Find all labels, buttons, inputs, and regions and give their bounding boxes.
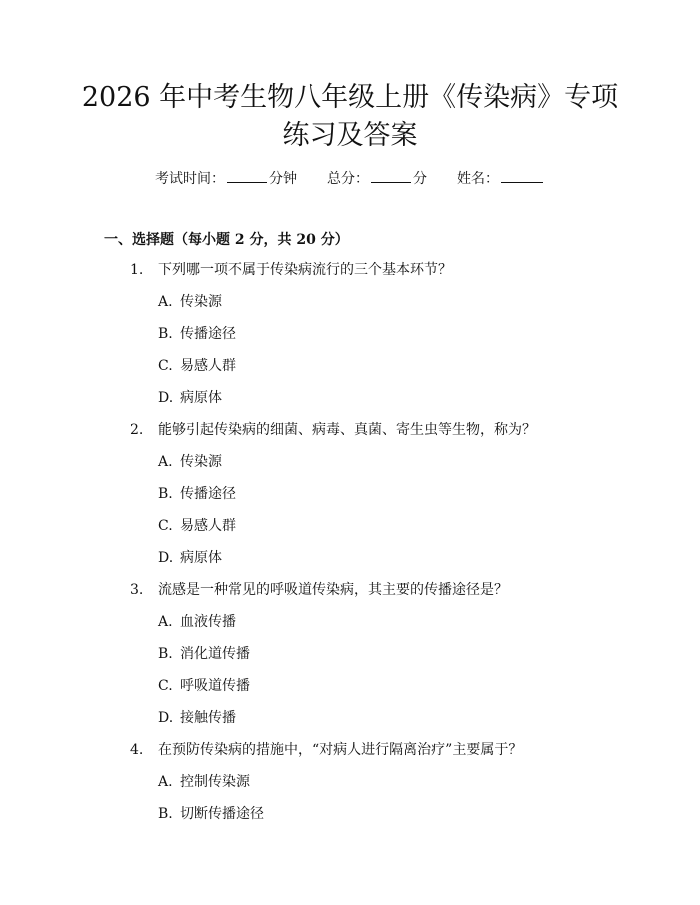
exam-time-blank xyxy=(227,168,267,183)
question-number: 3. xyxy=(130,582,144,598)
option-text: 传播途径 xyxy=(180,326,236,342)
option-text: 消化道传播 xyxy=(180,646,250,662)
option-letter: A. xyxy=(158,294,173,310)
exam-info xyxy=(0,168,700,189)
question-text: 在预防传染病的措施中，“对病人进行隔离治疗”主要属于？ xyxy=(158,742,523,758)
question-4-option-a xyxy=(158,772,250,792)
question-1 xyxy=(130,260,452,280)
exam-time-label: 考试时间： xyxy=(155,171,225,187)
option-letter: D. xyxy=(158,550,174,566)
question-4 xyxy=(130,740,522,760)
question-3-option-d xyxy=(158,708,236,728)
total-score-unit: 分 xyxy=(413,171,427,187)
question-4-option-b xyxy=(158,804,264,824)
document-title-line-1: 2026 年中考生物八年级上册《传染病》专项 xyxy=(81,82,619,113)
question-1-option-d xyxy=(158,388,222,408)
total-score-blank xyxy=(371,168,411,183)
question-1-option-a xyxy=(158,292,222,312)
question-3-option-c xyxy=(158,676,250,696)
question-3-option-a xyxy=(158,612,236,632)
question-2 xyxy=(130,420,536,440)
option-letter: B. xyxy=(158,646,173,662)
option-letter: B. xyxy=(158,806,173,822)
option-text: 病原体 xyxy=(180,550,222,566)
question-2-option-a xyxy=(158,452,222,472)
option-text: 控制传染源 xyxy=(180,774,250,790)
student-name-label: 姓名： xyxy=(457,171,499,187)
option-letter: A. xyxy=(158,454,173,470)
question-number: 2. xyxy=(130,422,144,438)
option-text: 传染源 xyxy=(180,454,222,470)
option-letter: C. xyxy=(158,678,173,694)
section-heading: 一、选择题（每小题 2 分，共 20 分） xyxy=(104,232,349,248)
option-letter: B. xyxy=(158,326,173,342)
question-number: 4. xyxy=(130,742,144,758)
document-title-line-2: 练习及答案 xyxy=(282,120,418,151)
option-text: 接触传播 xyxy=(180,710,236,726)
total-score-field xyxy=(327,168,427,189)
option-letter: C. xyxy=(158,518,173,534)
question-2-option-d xyxy=(158,548,222,568)
question-3-option-b xyxy=(158,644,250,664)
option-text: 传染源 xyxy=(180,294,222,310)
option-letter: A. xyxy=(158,614,173,630)
option-letter: D. xyxy=(158,710,174,726)
option-text: 呼吸道传播 xyxy=(180,678,250,694)
question-text: 下列哪一项不属于传染病流行的三个基本环节？ xyxy=(158,262,452,278)
option-letter: A. xyxy=(158,774,173,790)
question-text: 能够引起传染病的细菌、病毒、真菌、寄生虫等生物，称为？ xyxy=(158,422,536,438)
option-text: 易感人群 xyxy=(180,518,236,534)
option-letter: D. xyxy=(158,390,174,406)
question-2-option-b xyxy=(158,484,236,504)
option-letter: B. xyxy=(158,486,173,502)
student-name-blank xyxy=(501,168,543,183)
question-2-option-c xyxy=(158,516,236,536)
option-text: 切断传播途径 xyxy=(180,806,264,822)
option-letter: C. xyxy=(158,358,173,374)
question-number: 1. xyxy=(130,262,144,278)
question-text: 流感是一种常见的呼吸道传染病，其主要的传播途径是？ xyxy=(158,582,508,598)
option-text: 病原体 xyxy=(180,390,222,406)
question-1-option-b xyxy=(158,324,236,344)
question-1-option-c xyxy=(158,356,236,376)
question-3 xyxy=(130,580,508,600)
option-text: 易感人群 xyxy=(180,358,236,374)
option-text: 血液传播 xyxy=(180,614,236,630)
total-score-label: 总分： xyxy=(327,171,369,187)
exam-time-field xyxy=(155,168,297,189)
option-text: 传播途径 xyxy=(180,486,236,502)
exam-time-unit: 分钟 xyxy=(269,171,297,187)
student-name-field xyxy=(457,168,545,189)
